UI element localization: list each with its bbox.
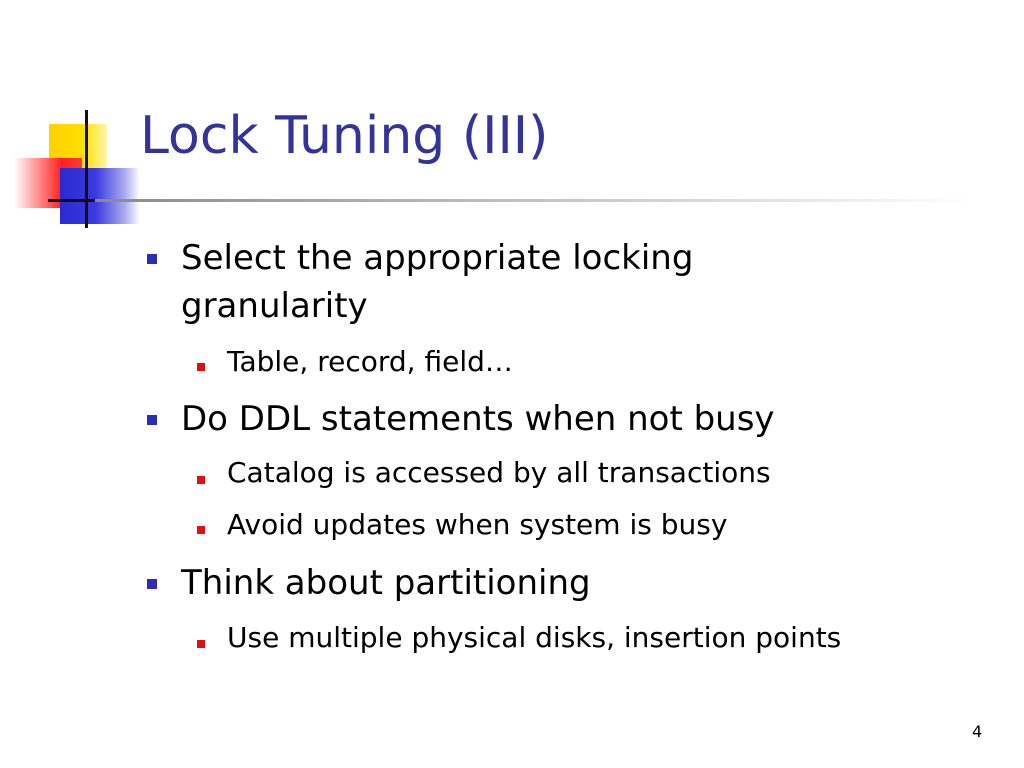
sub-bullet-text: Catalog is accessed by all transactions <box>227 456 771 489</box>
bullet-icon <box>147 579 157 589</box>
bullet-text: Do DDL statements when not busy <box>181 399 775 439</box>
page-number: 4 <box>972 722 983 741</box>
bullet-text-continuation: granularity <box>181 286 368 326</box>
sub-bullet-text: Avoid updates when system is busy <box>227 508 728 541</box>
bullet-icon <box>147 254 157 264</box>
sub-bullet-text: Table, record, field… <box>227 345 513 378</box>
sub-bullet-icon <box>197 363 205 371</box>
slide-title: Lock Tuning (III) <box>140 106 549 166</box>
sub-bullet-icon <box>197 476 205 484</box>
bullet-text: Think about partitioning <box>181 563 591 603</box>
bullet-icon <box>147 415 157 425</box>
bullet-text: Select the appropriate locking <box>181 238 694 278</box>
sub-bullet-icon <box>197 640 205 648</box>
sub-bullet-icon <box>197 526 205 534</box>
sub-bullet-text: Use multiple physical disks, insertion points <box>227 621 842 654</box>
